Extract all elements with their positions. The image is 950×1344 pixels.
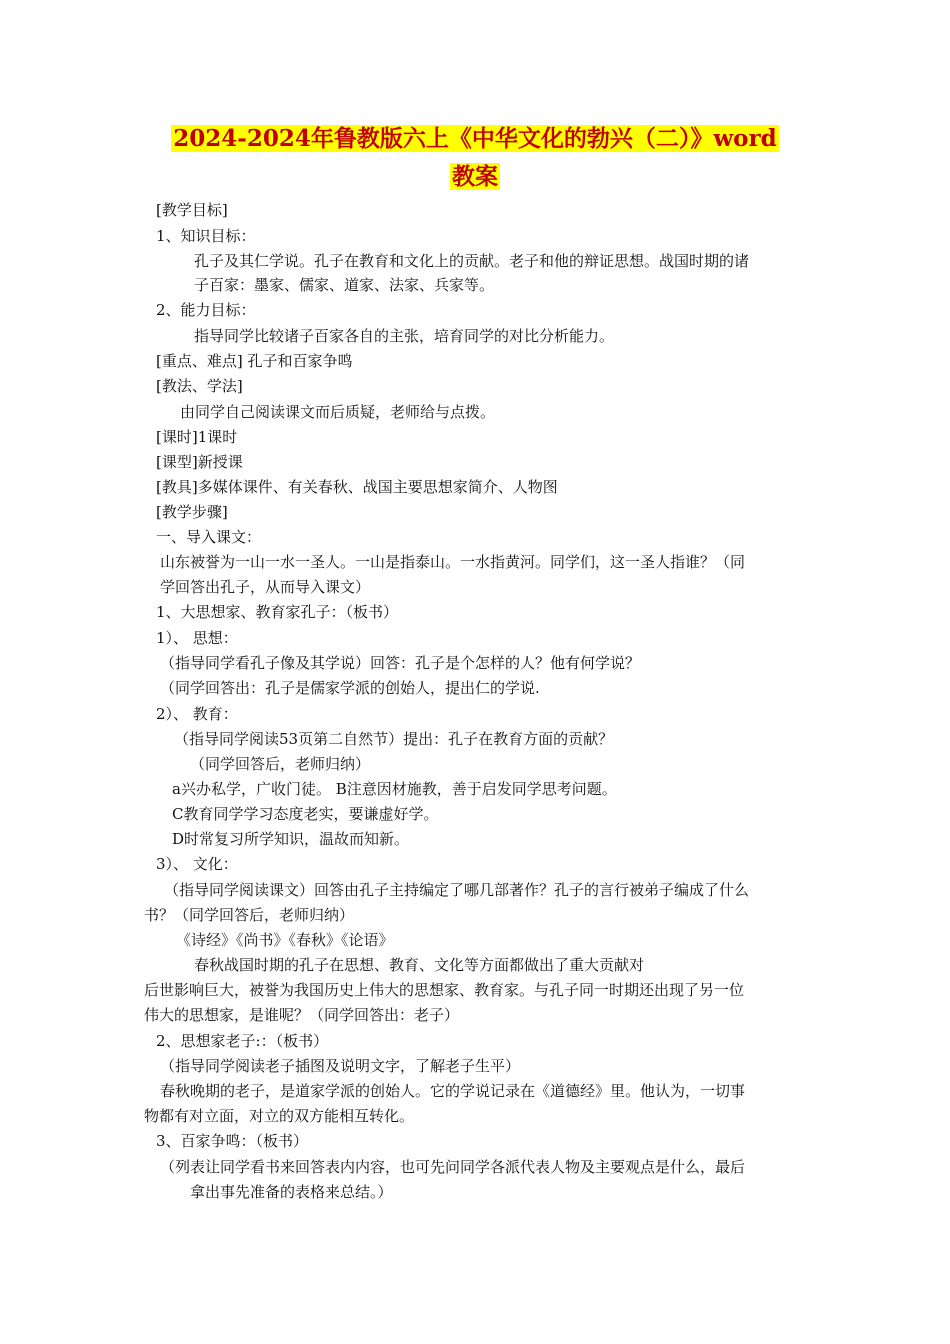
- section-heading-teaching-aids: [教具]多媒体课件、有关春秋、战国主要思想家简介、人物图: [156, 478, 558, 496]
- paragraph-line: 由同学自己阅读课文而后质疑，老师给与点拨。: [180, 403, 496, 421]
- paragraph-line: 学回答出孔子，从而导入课文）: [160, 578, 371, 596]
- section-heading-methods: [教法、学法]: [156, 377, 243, 395]
- paragraph-line: 孔子及其仁学说。孔子在教育和文化上的贡献。老子和他的辩证思想。战国时期的诸: [194, 252, 750, 270]
- list-item: C教育同学学习态度老实，要谦虚好学。: [172, 805, 439, 823]
- paragraph-line: 指导同学比较诸子百家各自的主张，培育同学的对比分析能力。: [194, 327, 615, 345]
- section-heading-lesson-type: [课型]新授课: [156, 453, 243, 471]
- paragraph-line: （列表让同学看书来回答表内内容，也可先问同学各派代表人物及主要观点是什么，最后: [160, 1158, 746, 1176]
- section-heading-class-hours: [课时]1课时: [156, 428, 238, 446]
- section-heading-objectives: [教学目标]: [156, 201, 228, 219]
- subheading-hundred-schools: 3、百家争鸣：（板书）: [156, 1132, 309, 1150]
- paragraph-line: 伟大的思想家，是谁呢？（同学回答出：老子）: [144, 1006, 460, 1024]
- paragraph-line: 山东被誉为一山一水一圣人。一山是指泰山。一水指黄河。同学们，这一圣人指谁？（同: [160, 553, 746, 571]
- subheading-knowledge-goals: 1、知识目标：: [156, 227, 256, 245]
- paragraph-line: 物都有对立面，对立的双方能相互转化。: [144, 1107, 415, 1125]
- document-title-line-2: 教案: [452, 163, 498, 190]
- paragraph-line: （指导同学看孔子像及其学说）回答：孔子是个怎样的人？他有何学说？: [160, 654, 641, 672]
- subheading-confucius: 1、大思想家、教育家孔子：（板书）: [156, 603, 399, 621]
- paragraph-line: 春秋战国时期的孔子在思想、教育、文化等方面都做出了重大贡献对: [194, 956, 645, 974]
- document-title-line-1: 2024-2024年鲁教版六上《中华文化的勃兴（二）》word: [173, 125, 777, 152]
- paragraph-line: 拿出事先准备的表格来总结。）: [190, 1183, 393, 1201]
- paragraph-line: 子百家：墨家、儒家、道家、法家、兵家等。: [194, 276, 495, 294]
- paragraph-line: （同学回答后，老师归纳）: [190, 755, 371, 773]
- paragraph-line: 书？（同学回答后，老师归纳）: [144, 906, 355, 924]
- list-item: D时常复习所学知识，温故而知新。: [172, 830, 410, 848]
- paragraph-line: （指导同学阅读课文）回答由孔子主持编定了哪几部著作？孔子的言行被弟子编成了什么: [164, 881, 750, 899]
- paragraph-line: （指导同学阅读53页第二自然节）提出：孔子在教育方面的贡献？: [174, 730, 614, 748]
- paragraph-line: 后世影响巨大，被誉为我国历史上伟大的思想家、教育家。与孔子同一时期还出现了另一位: [144, 981, 745, 999]
- section-heading-key-points: [重点、难点] 孔子和百家争鸣: [156, 352, 353, 370]
- section-heading-steps: [教学步骤]: [156, 503, 228, 521]
- item-heading-education: 2）、 教育：: [156, 705, 238, 723]
- item-heading-culture: 3）、 文化：: [156, 855, 238, 873]
- list-item: a兴办私学，广收门徒。 B注意因材施教，善于启发同学思考问题。: [172, 780, 617, 798]
- paragraph-line: （同学回答出：孔子是儒家学派的创始人，提出仁的学说.: [160, 679, 540, 697]
- item-heading-thought: 1）、 思想：: [156, 629, 238, 647]
- subheading-ability-goals: 2、能力目标：: [156, 301, 256, 319]
- paragraph-line: 《诗经》《尚书》《春秋》《论语》: [176, 931, 394, 949]
- subheading-laozi: 2、思想家老子:：（板书）: [156, 1032, 329, 1050]
- paragraph-line: （指导同学阅读老子插图及说明文字，了解老子生平）: [160, 1057, 521, 1075]
- paragraph-line: 春秋晚期的老子，是道家学派的创始人。它的学说记录在《道德经》里。他认为，一切事: [160, 1082, 746, 1100]
- step-heading-introduction: 一、导入课文：: [156, 528, 262, 546]
